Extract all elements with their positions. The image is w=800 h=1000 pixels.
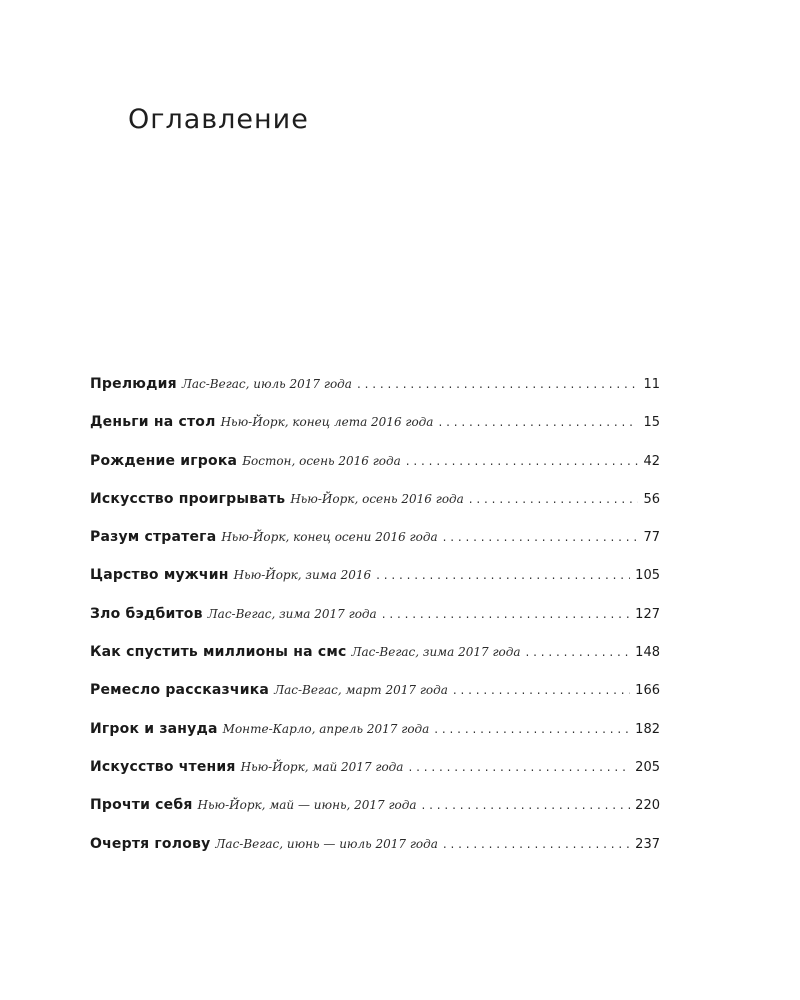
page-number: 237 [635, 836, 660, 852]
page-number: 182 [635, 721, 660, 737]
toc-entry-11 [90, 797, 660, 835]
chapter-title: Ремесло рассказчика [90, 682, 270, 699]
chapter-place-date: Нью-Йорк, конец лета 2016 года [220, 415, 434, 430]
page-number: 42 [643, 453, 660, 469]
chapter-place-date: Нью-Йорк, зима 2016 [233, 568, 372, 583]
dot-leader [434, 722, 630, 736]
chapter-place-date: Лас-Вегас, зима 2017 года [351, 645, 521, 660]
chapter-place-date: Лас-Вегас, зима 2017 года [207, 606, 377, 621]
dot-leader [382, 607, 630, 621]
page-number: 105 [635, 568, 660, 584]
dot-leader [422, 798, 631, 812]
chapter-place-date: Лас-Вегас, март 2017 года [274, 683, 448, 698]
chapter-title: Прочти себя [90, 797, 193, 814]
dot-leader [469, 492, 639, 506]
dot-leader [526, 645, 631, 659]
page-number: 220 [635, 798, 660, 814]
toc-entry-10 [90, 759, 660, 797]
chapter-title: Деньги на стол [90, 414, 216, 431]
dot-leader [408, 760, 630, 774]
chapter-place-date: Нью-Йорк, май 2017 года [240, 759, 404, 774]
chapter-place-date: Нью-Йорк, конец осени 2016 года [221, 530, 438, 545]
chapter-title: Зло бэдбитов [90, 605, 203, 622]
page-number: 166 [635, 683, 660, 699]
toc-entry-2 [90, 453, 660, 491]
toc-entry-7 [90, 644, 660, 682]
toc-entry-6 [90, 606, 660, 644]
page-number: 205 [635, 759, 660, 775]
chapter-title: Разум стратега [90, 529, 217, 546]
chapter-title: Искусство чтения [90, 758, 236, 775]
chapter-title: Рождение игрока [90, 452, 238, 469]
page-number: 148 [635, 645, 660, 661]
chapter-place-date: Нью-Йорк, осень 2016 года [290, 491, 464, 506]
chapter-place-date: Монте-Карло, апрель 2017 года [222, 721, 430, 736]
toc-entry-3 [90, 491, 660, 529]
page-number: 77 [643, 530, 660, 546]
dot-leader [443, 837, 630, 851]
toc-entry-8 [90, 682, 660, 720]
dot-leader [376, 568, 630, 582]
dot-leader [438, 415, 638, 429]
chapter-title: Игрок и зануда [90, 720, 218, 737]
toc-entry-4 [90, 529, 660, 567]
toc-entry-0 [90, 376, 660, 414]
page-number: 127 [635, 606, 660, 622]
chapter-place-date: Нью-Йорк, май — июнь, 2017 года [197, 798, 417, 813]
table-of-contents [90, 376, 660, 874]
chapter-title: Как спустить миллионы на смс [90, 644, 347, 661]
page-title: Оглавление [128, 104, 309, 135]
toc-entry-12 [90, 836, 660, 874]
chapter-title: Искусство проигрывать [90, 490, 286, 507]
dot-leader [357, 377, 639, 391]
dot-leader [406, 454, 639, 468]
toc-entry-9 [90, 721, 660, 759]
toc-entry-5 [90, 567, 660, 605]
toc-entry-1 [90, 414, 660, 452]
page-number: 56 [643, 491, 660, 507]
chapter-place-date: Лас-Вегас, июнь — июль 2017 года [215, 836, 438, 851]
chapter-title: Очертя голову [90, 835, 211, 852]
chapter-place-date: Лас-Вегас, июль 2017 года [181, 377, 352, 391]
page-number: 15 [643, 415, 660, 431]
page-number: 11 [643, 377, 660, 392]
dot-leader [443, 530, 639, 544]
chapter-place-date: Бостон, осень 2016 года [242, 453, 401, 468]
chapter-title: Царство мужчин [90, 567, 229, 584]
dot-leader [453, 683, 630, 697]
chapter-title: Прелюдия [90, 376, 177, 392]
